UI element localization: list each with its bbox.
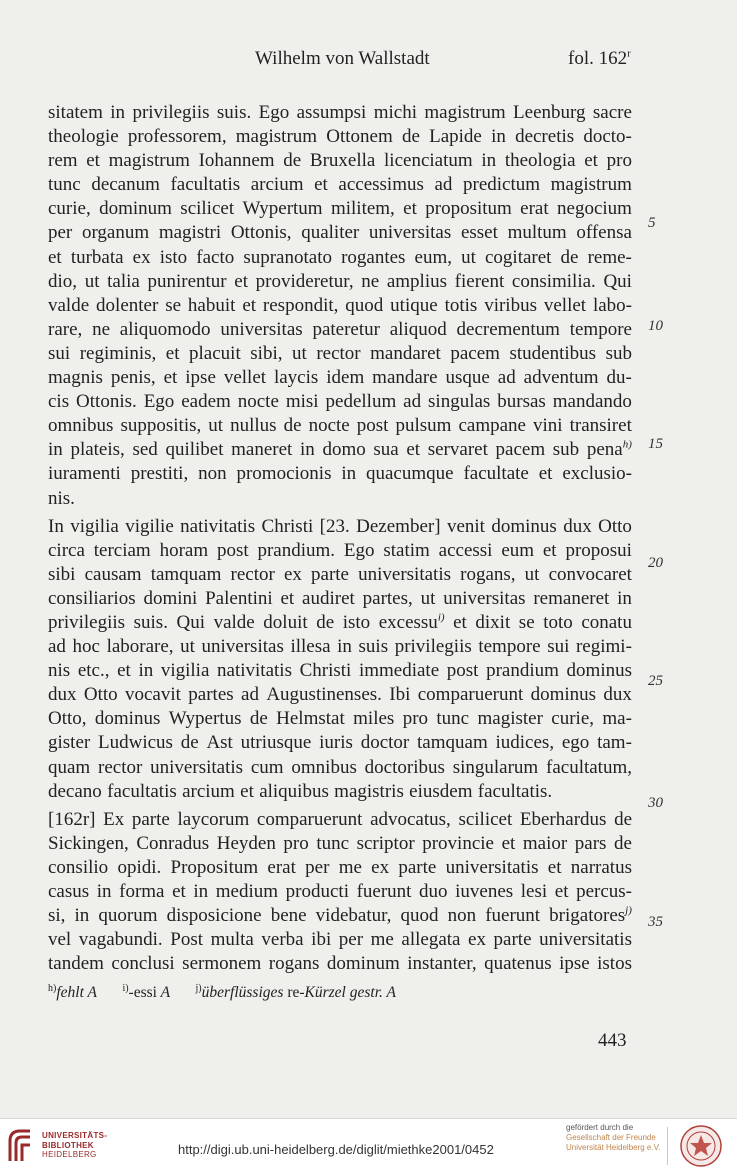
sponsor-name: Gesellschaft der Freunde <box>566 1133 656 1142</box>
text-line: privilegiis suis. Qui valde doluit de isto excessu$^{i)}$ et dixit se toto conatu <box>48 611 632 633</box>
text-line: sui regiminis, et placuit sibi, ut rector mandaret pacem studentibus sub <box>48 342 632 364</box>
text-line: curie, dominum scilicet Wypertum militem, et propositum erat negocium <box>48 198 632 220</box>
footnote-j <box>196 984 396 1001</box>
footnote-h <box>48 984 97 1001</box>
text-line: si, in quorum disposicione bene videbatur, quod non fuerunt brigatores$^{j)}$ <box>48 904 632 927</box>
folio-label: fol. 162 <box>568 48 628 69</box>
library-line: HEIDELBERG <box>42 1150 97 1159</box>
text-line: ad hoc laborare, ut universitas illesa in suis privilegiis tempore sui regimi- <box>48 636 632 658</box>
line-number: 5 <box>648 215 656 231</box>
header-folio <box>568 48 631 70</box>
text-line: valde dolenter se habuit et respondit, quod utique totis viribus vellet labo- <box>48 294 632 316</box>
page-number: 443 <box>598 1030 627 1051</box>
line-number: 10 <box>648 318 663 334</box>
text-line: [162r] Ex parte laycorum comparuerunt advocatus, scilicet Eberhardus de <box>48 808 632 830</box>
line-number: 25 <box>648 673 663 689</box>
text-line: quam rector universitatis cum omnibus doctoribus singularum facultatum, <box>48 756 632 778</box>
library-logo-icon <box>6 1127 36 1163</box>
permalink-url[interactable]: http://digi.ub.uni-heidelberg.de/diglit/miethke2001/0452 <box>178 1142 494 1157</box>
text-line: rare, ne aliquomodo universitas pateretur aliquod decrementum tempore <box>48 318 632 340</box>
text-line: sitatem in privilegiis suis. Ego assumpsi michi magistrum Leenburg sacre <box>48 102 632 123</box>
text-line: dio, ut talia punirentur et provideretur, ne amplius fierent consimilia. Qui <box>48 270 632 292</box>
library-line: UNIVERSITÄTS- <box>42 1131 108 1140</box>
text-line: Otto, dominus Wypertus de Helmstat miles pro tunc magister curie, ma- <box>48 708 632 730</box>
divider <box>667 1127 668 1165</box>
text-line: consilio opidi. Propositum erat per me ex parte universitatis et narratus <box>48 856 632 878</box>
text-line: sibi causam tamquam rector ex parte universitatis rogans, ut convocaret <box>48 563 632 585</box>
text-line: omnibus suppositis, ut nullus de nocte post pulsum campane vini transiret <box>48 415 632 437</box>
line-number: 20 <box>648 555 663 571</box>
text-line: iuramenti prestiti, non promocionis in quacumque facultate et exclusio- <box>48 463 632 485</box>
text-line: cis Ottonis. Ego eadem nocte misi pedellum ad singulas bursas mandando <box>48 391 632 413</box>
footnote-text-after: A <box>156 984 170 1002</box>
sponsor-name: Universität Heidelberg e.V. <box>566 1143 661 1152</box>
body-text <box>48 101 632 976</box>
text-line: nis etc., et in vigilia nativitatis Christi immediate post prandium dominus <box>48 660 632 682</box>
text-line: consiliarios domini Palentini et audiret partes, ut universitas remaneret in <box>48 587 632 609</box>
text-line: magnis penis, et ipse vellet laycis idem mandare usque ad adventum du- <box>48 367 632 389</box>
line-number: 15 <box>648 436 663 452</box>
line-number: 35 <box>648 914 663 930</box>
text-line: gister Ludwicus de Ast utriusque iuris doctor tamquam iudices, ego tam- <box>48 732 632 754</box>
text-line: theologie professorem, magistrum Ottonem de Lapide in decretis docto- <box>48 126 632 148</box>
text-line: per organum magistri Ottonis, qualiter universitas esset multum offensa <box>48 222 632 244</box>
text-line: circa terciam horam post prandium. Ego statim accessi eum et proposui <box>48 539 632 561</box>
running-header <box>0 48 737 72</box>
line-number: 30 <box>648 795 663 811</box>
text-line: In vigilia vigilie nativitatis Christi [23. Dezember] venit dominus dux Otto <box>48 515 632 537</box>
university-seal-icon <box>680 1125 722 1167</box>
library-line: BIBLIOTHEK <box>42 1140 94 1150</box>
text-line: casus in forma et in medium producti fuerunt duo iuvenes lesi et percus- <box>48 881 632 902</box>
folio-sup: r <box>627 47 631 60</box>
text-line: tunc decanum facultatis arcium et accessimus ad predictum magistrum <box>48 174 632 196</box>
text-line: in plateis, sed quilibet maneret in domo sua et servaret pacem sub pena$^{h)}$ <box>48 438 632 461</box>
text-line: vel vagabundi. Post multa verba ibi per me allegata ex parte universitatis <box>48 929 632 951</box>
viewer-footer <box>0 1118 737 1171</box>
text-line: et turbata ex isto facto supranotato rogantes eum, ut cogitaret de reme- <box>48 246 632 268</box>
text-line: Sickingen, Conradus Heyden pro tunc scriptor provincie et maior pars de <box>48 832 632 854</box>
text-line: tandem conclusi sermonem rogans dominum instanter, quatenus ipse istos <box>48 953 632 975</box>
footnote-mark: h) <box>48 983 57 994</box>
header-author: Wilhelm von Wallstadt <box>255 48 430 69</box>
footnotes <box>48 983 632 1002</box>
library-name <box>42 1131 107 1160</box>
text-line: dux Otto vocavit partes ad Augustinenses. Ibi comparuerunt dominus dux <box>48 684 632 706</box>
text-line: decano facultatis arcium et aliquibus magistris eiusdem facultatis. <box>48 780 553 802</box>
footnote-text-after: Kürzel gestr. A <box>304 984 396 1002</box>
sponsor-intro: gefördert durch die <box>566 1123 634 1132</box>
footnote-mark: j) <box>195 983 202 994</box>
text-line: nis. <box>48 487 75 509</box>
footnote-roman: re- <box>287 984 305 1002</box>
footnote-mark: i) <box>122 983 129 994</box>
footnote-text: fehlt A <box>56 984 97 1002</box>
footnote-text: überflüssiges <box>201 984 288 1002</box>
footnote-text: -essi <box>128 984 157 1002</box>
text-line: rem et magistrum Iohannem de Bruxella licenciatum in theologia et pro <box>48 150 632 172</box>
sponsor-text <box>566 1123 660 1153</box>
footnote-i <box>122 984 169 1001</box>
